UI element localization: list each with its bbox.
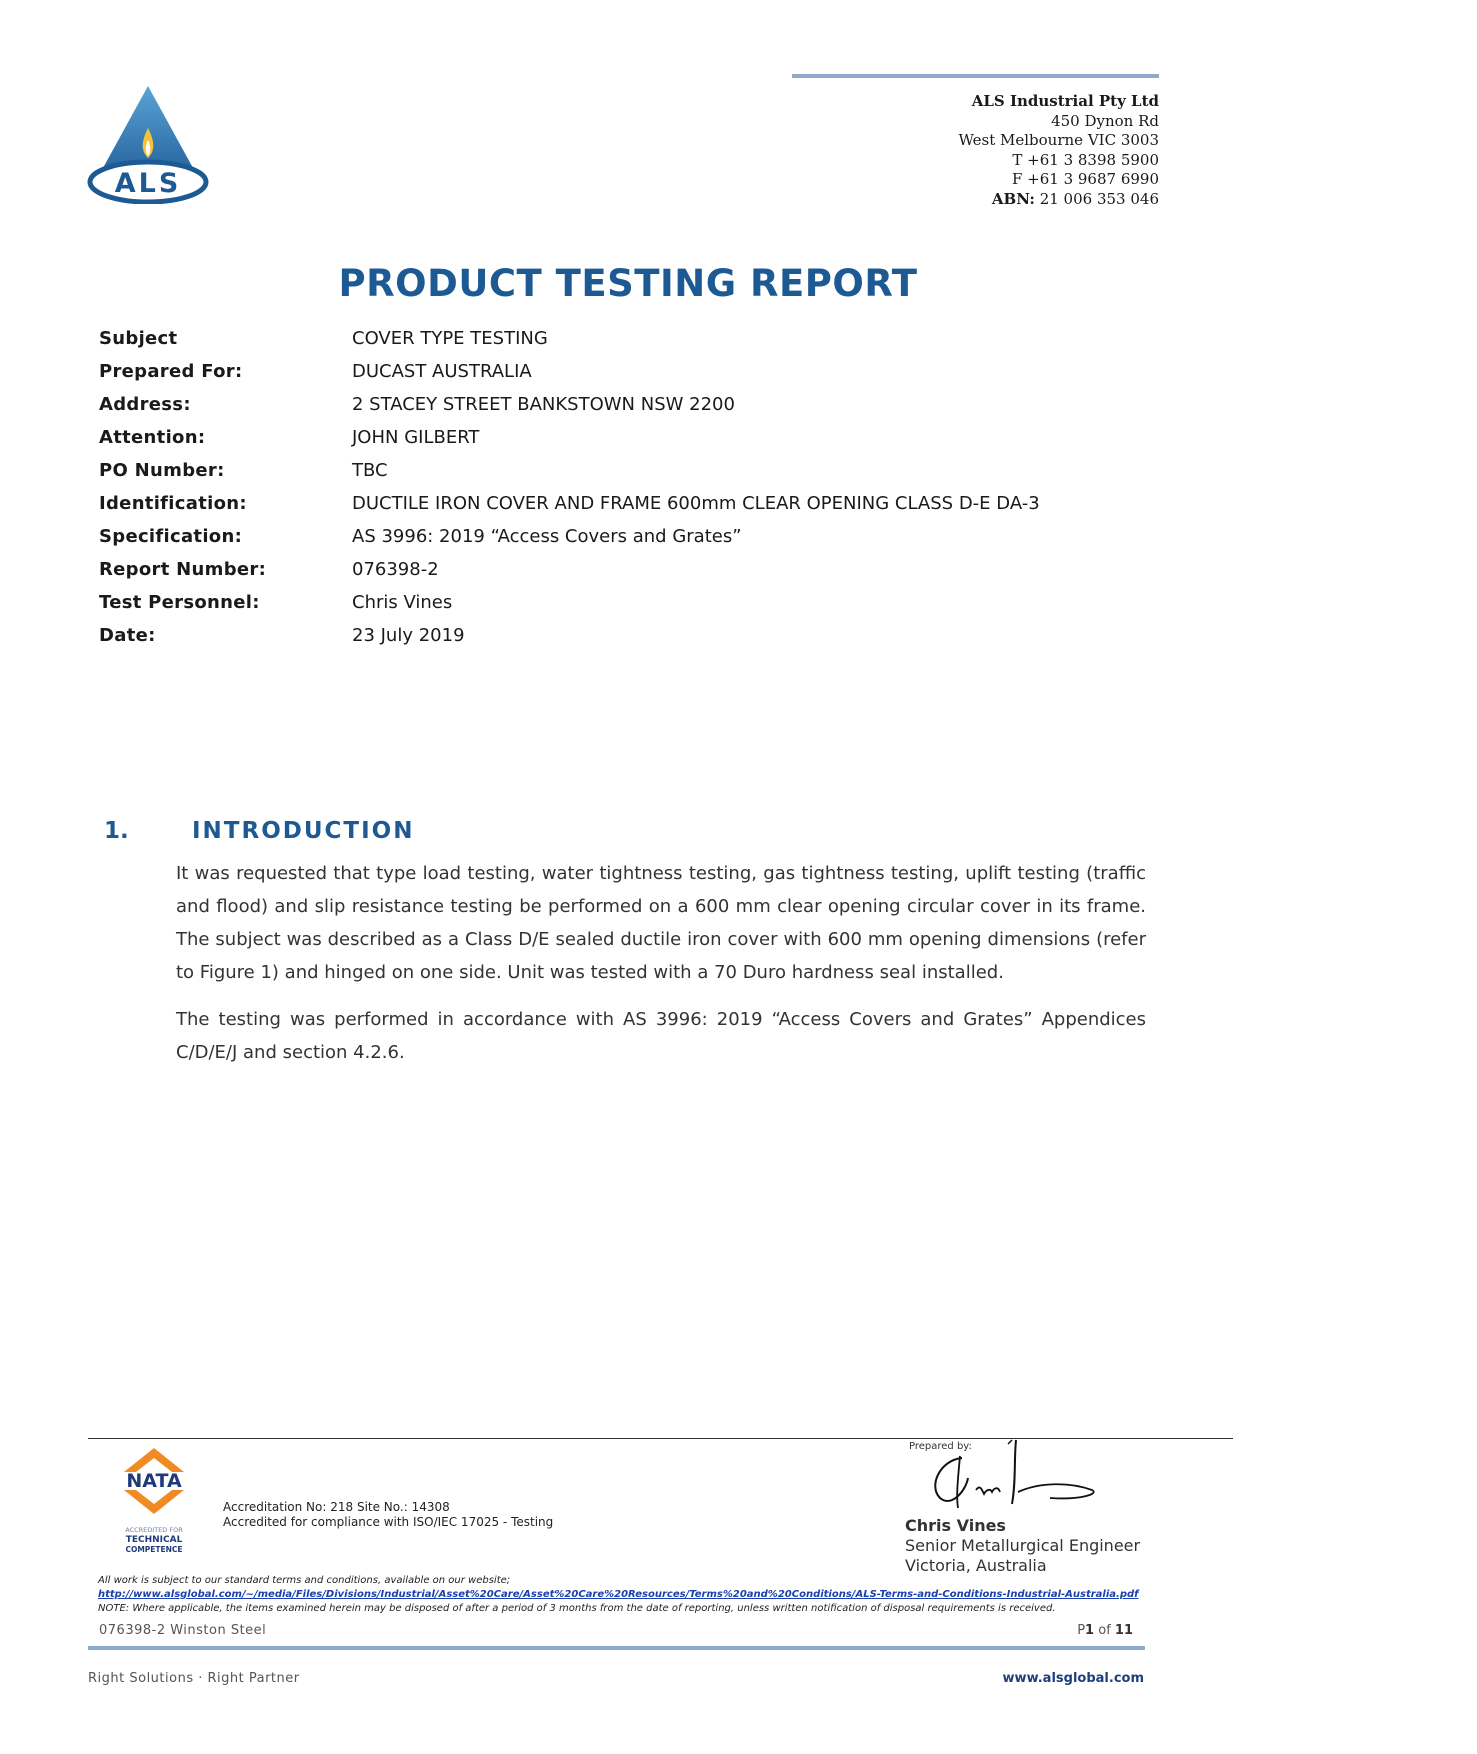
nata-line-1: ACCREDITED FOR: [125, 1526, 183, 1534]
document-reference: 076398-2 Winston Steel: [99, 1623, 267, 1638]
info-value: AS 3996: 2019 “Access Covers and Grates”: [352, 526, 742, 547]
section-heading: INTRODUCTION: [192, 818, 415, 844]
page-of: of: [1098, 1623, 1111, 1638]
terms-link[interactable]: http://www.alsglobal.com/~/media/Files/Divisions/Industrial/Asset%20Care/Asset%20Care%20Resources/Terms%20and%20Conditions/ALS-Terms-and-Conditions-Industrial-Australia.pdf: [98, 1589, 1139, 1600]
intro-paragraph-1: It was requested that type load testing, water tightness testing, gas tightness testing, uplift testing (traffic and flood) and slip resistance testing be performed on a 600 mm clear opening circular cover in its frame. The subject was described as a Class D/E sealed ductile iron cover with 600 mm opening dimensions (refer to Figure 1) and hinged on one side. Unit was tested with a 70 Duro hardness seal installed.: [176, 863, 1146, 983]
page-prefix: P: [1077, 1623, 1086, 1638]
info-value: 076398-2: [352, 559, 439, 580]
tagline: Right Solutions · Right Partner: [88, 1671, 300, 1686]
signature-image: [920, 1438, 1116, 1516]
signer-name: Chris Vines: [905, 1516, 1006, 1535]
info-label: Date:: [99, 625, 156, 646]
info-value: JOHN GILBERT: [352, 427, 480, 448]
info-row-subject: [99, 322, 1099, 355]
info-label: Prepared For:: [99, 361, 243, 382]
info-value: TBC: [352, 460, 388, 481]
logo-text: ALS: [114, 168, 182, 199]
info-value: DUCTILE IRON COVER AND FRAME 600mm CLEAR OPENING CLASS D-E DA-3: [352, 493, 1040, 514]
page-current: 1: [1085, 1623, 1095, 1638]
info-row-identification: [99, 487, 1099, 520]
info-label: Specification:: [99, 526, 243, 547]
disposal-note: NOTE: Where applicable, the items examined herein may be disposed of after a period of 3 months from the date of reporting, unless written notification of disposal requirements is received.: [98, 1603, 1056, 1614]
info-row-specification: [99, 520, 1099, 553]
info-value: COVER TYPE TESTING: [352, 328, 548, 349]
info-label: Test Personnel:: [99, 592, 260, 613]
info-row-date: [99, 619, 1099, 652]
prepared-by-label: Prepared by:: [909, 1441, 972, 1452]
section-number: 1.: [104, 818, 129, 844]
company-abn: [958, 190, 1159, 210]
signer-location: Victoria, Australia: [905, 1556, 1047, 1575]
company-fax: F +61 3 9687 6990: [1011, 170, 1159, 188]
info-label: Report Number:: [99, 559, 267, 580]
page-number: [1077, 1623, 1133, 1638]
info-value: 2 STACEY STREET BANKSTOWN NSW 2200: [352, 394, 735, 415]
info-value: Chris Vines: [352, 592, 453, 613]
abn-value: 21 006 353 046: [1039, 189, 1159, 208]
abn-label: ABN:: [991, 189, 1035, 208]
company-address-block: [958, 92, 1159, 209]
company-phone: T +61 3 8398 5900: [1012, 150, 1159, 169]
info-value: 23 July 2019: [352, 625, 465, 646]
info-row-prepared-for: [99, 355, 1099, 388]
info-label: Subject: [99, 328, 178, 349]
info-row-address: [99, 388, 1099, 421]
info-row-test-personnel: [99, 586, 1099, 619]
info-label: PO Number:: [99, 460, 225, 481]
report-title: PRODUCT TESTING REPORT: [338, 262, 918, 305]
header-rule: [792, 74, 1159, 78]
nata-name: NATA: [126, 1470, 182, 1492]
accreditation-block: [223, 1500, 553, 1530]
terms-block: [98, 1574, 1148, 1616]
signer-title: Senior Metallurgical Engineer: [905, 1536, 1141, 1555]
website-link[interactable]: www.alsglobal.com: [1002, 1671, 1144, 1686]
info-label: Attention:: [99, 427, 206, 448]
als-logo: [86, 82, 210, 204]
accreditation-compliance: Accredited for compliance with ISO/IEC 17025 - Testing: [223, 1515, 554, 1529]
page-total: 11: [1114, 1623, 1133, 1638]
company-city: West Melbourne VIC 3003: [958, 131, 1159, 149]
nata-line-2: TECHNICAL: [125, 1535, 183, 1545]
info-row-report-number: [99, 553, 1099, 586]
info-label: Address:: [99, 394, 191, 415]
info-row-po-number: [99, 454, 1099, 487]
nata-logo: [112, 1446, 196, 1562]
intro-paragraph-2: The testing was performed in accordance with AS 3996: 2019 “Access Covers and Grates” Appendices C/D/E/J and section 4.2.6.: [176, 1009, 1146, 1063]
info-value: DUCAST AUSTRALIA: [352, 361, 532, 382]
accreditation-number: Accreditation No: 218 Site No.: 14308: [223, 1500, 450, 1514]
info-label: Identification:: [99, 493, 247, 514]
company-street: 450 Dynon Rd: [1051, 111, 1159, 130]
terms-line: All work is subject to our standard terms and conditions, available on our website;: [98, 1575, 511, 1586]
company-name: ALS Industrial Pty Ltd: [971, 92, 1159, 110]
nata-line-3: COMPETENCE: [125, 1545, 183, 1554]
bottom-rule: [88, 1646, 1145, 1650]
signer-block: [905, 1516, 1140, 1576]
info-row-attention: [99, 421, 1099, 454]
